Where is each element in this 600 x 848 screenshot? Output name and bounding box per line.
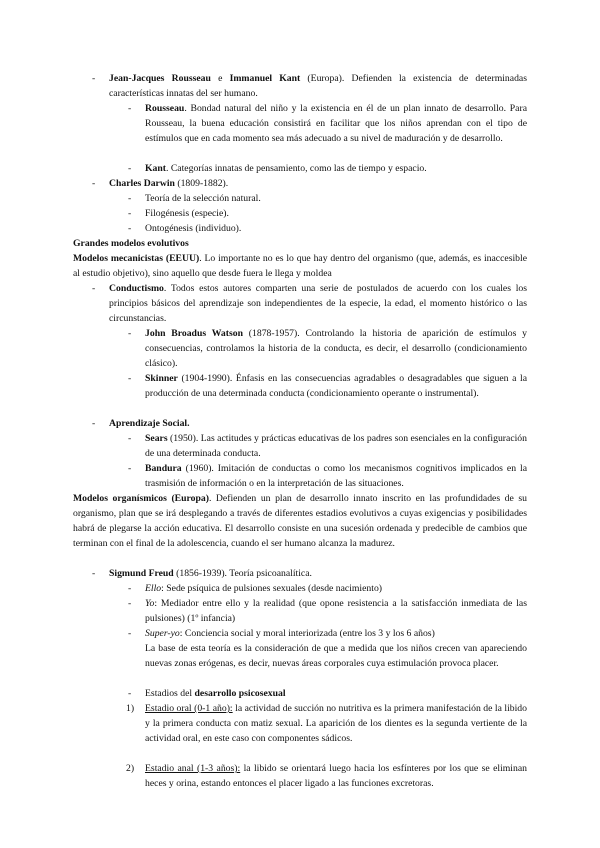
item-ello xyxy=(145,581,527,596)
item-watson xyxy=(145,326,527,371)
paragraph-base-teoria: La base de esta teoría es la consideración de que a medida que los niños crecen van apareciendo nuevas zonas erógenas, es decir, nuevas áreas corporales cuya estimulación provoca placer. xyxy=(145,643,527,670)
item-rousseau xyxy=(145,101,527,146)
list-number: 1) xyxy=(126,703,135,714)
text: : Mediador entre ello y la realidad (que opone resistencia a la satisfacción inmediata de las pulsiones) (1º infancia) xyxy=(145,598,527,625)
bullet-dash: - xyxy=(92,568,96,579)
item-sears xyxy=(145,431,527,461)
bullet-dash: - xyxy=(128,328,132,339)
bullet-dash: - xyxy=(128,688,132,699)
author-name: Jean-Jacques Rousseau xyxy=(109,73,211,84)
text: (1856-1939). Teoría psicoanalítica. xyxy=(173,568,312,579)
author-name: Skinner xyxy=(145,373,178,384)
item-conductismo xyxy=(109,281,527,326)
bullet-dash: - xyxy=(128,103,132,114)
item-skinner xyxy=(145,371,527,401)
bullet-dash: - xyxy=(128,628,132,639)
author-name: Charles Darwin xyxy=(109,178,175,189)
term-name: Yo xyxy=(145,598,155,609)
term-name: Conductismo xyxy=(109,283,164,294)
item-bandura xyxy=(145,461,527,491)
bullet-dash: - xyxy=(128,223,132,234)
author-name: John Broadus Watson xyxy=(145,328,243,339)
item-superyo xyxy=(145,626,527,641)
paragraph-mecanicistas xyxy=(73,251,527,281)
list-item: Teoría de la selección natural. xyxy=(145,193,261,204)
text: (1950). Las actitudes y prácticas educativas de los padres son esenciales en la configuración de una determinada conducta. xyxy=(145,433,527,460)
item-estadio-anal xyxy=(145,761,527,791)
bullet-dash: - xyxy=(92,178,96,189)
text: (1904-1990). Énfasis en las consecuencias agradables o desagradables que siguen a la producción de una determinada conducta (condicionamiento operante o instrumental). xyxy=(145,373,527,400)
text: la actividad de succión no nutritiva es la primera manifestación de la libido y la primera conducta con matiz sexual. La aparición de los dientes es la segunda vertiente de la actividad oral, en este caso con componentes sádicos. xyxy=(145,703,527,745)
bullet-dash: - xyxy=(128,373,132,384)
text: . Bondad natural del niño y la existencia en él de un plan innato de desarrollo. Para Rousseau, la buena educación consistirá en facilitar que los niños aprendan con el tipo de estímulos que en cada momento sea más adecuado a su nivel de maduración y de desarrollo. xyxy=(145,103,527,145)
item-darwin xyxy=(109,176,527,191)
term-name: desarrollo psicosexual xyxy=(194,688,286,699)
bullet-dash: - xyxy=(128,433,132,444)
author-name: Sigmund Freud xyxy=(109,568,174,579)
bullet-dash: - xyxy=(128,193,132,204)
bullet-dash: - xyxy=(128,583,132,594)
author-name: Sears xyxy=(145,433,168,444)
text: (1960). Imitación de conductas o como los mecanismos cognitivos implicados en la trasmisión de información o en la interpretación de las situaciones. xyxy=(145,463,527,490)
bullet-dash: - xyxy=(92,73,96,84)
item-freud xyxy=(109,566,527,581)
text: : Sede psíquica de pulsiones sexuales (desde nacimiento) xyxy=(161,583,383,594)
text: e xyxy=(210,73,230,84)
text: . Categorías innatas de pensamiento, como las de tiempo y espacio. xyxy=(166,163,427,174)
item-kant xyxy=(145,161,527,176)
text: . Lo importante no es lo que hay dentro del organismo (que, además, es inaccesible al estudio objetivo), sino aquello que desde fuera le llega y moldea xyxy=(73,253,527,280)
text: . Todos estos autores comparten una serie de postulados de acuerdo con los cuales los principios básicos del aprendizaje son independientes de la especie, la edad, el momento histórico o las circunstancias. xyxy=(109,283,527,325)
item-estadios xyxy=(145,686,527,701)
bullet-dash: - xyxy=(128,163,132,174)
bullet-dash: - xyxy=(128,208,132,219)
list-item: Filogénesis (especie). xyxy=(145,208,229,219)
bullet-dash: - xyxy=(128,598,132,609)
text: Estadios del xyxy=(145,688,195,699)
author-name: Immanuel Kant xyxy=(229,73,301,84)
text: (1809-1882). xyxy=(174,178,229,189)
item-rousseau-kant xyxy=(109,71,527,101)
text: la libido se orientará luego hacia los esfínteres por los que se eliminan heces y orina, estando entonces el placer ligado a las funciones excretoras. xyxy=(145,763,527,790)
item-aprendizaje-social: Aprendizaje Social. xyxy=(109,418,190,429)
stage-name: Estadio oral (0-1 año): xyxy=(145,703,233,714)
author-name: Rousseau xyxy=(145,103,185,114)
stage-name: Estadio anal (1-3 años): xyxy=(145,763,241,774)
author-name: Bandura xyxy=(145,463,182,474)
text: . Defienden un plan de desarrollo innato inscrito en las profundidades de su organismo, plan que se irá desplegando a través de diferentes estadios evolutivos a cuyas exigencias y posibilidades habrá de plegarse la acción educativa. El desarrollo consiste en una sucesión ordenada y predecible de cambios que terminan con el final de la adolescencia, cuando el ser humano alcanza la madurez. xyxy=(73,493,527,550)
bullet-dash: - xyxy=(92,283,96,294)
term-name: Super-yo xyxy=(145,628,180,639)
text: (1878-1957). Controlando la historia de aparición de estímulos y consecuencias, controlamos la historia de la conducta, es decir, el desarrollo (condicionamiento clásico). xyxy=(145,328,527,370)
text: (Europa). Defienden la existencia de determinadas características innatas del ser humano. xyxy=(109,73,527,100)
item-estadio-oral xyxy=(145,701,527,746)
list-item: Ontogénesis (individuo). xyxy=(145,223,242,234)
list-number: 2) xyxy=(126,763,135,774)
term-name: Ello xyxy=(145,583,162,594)
paragraph-organismicos xyxy=(73,491,527,551)
text: : Conciencia social y moral interiorizada (entre los 3 y los 6 años) xyxy=(179,628,435,639)
author-name: Kant xyxy=(145,163,166,174)
bullet-dash: - xyxy=(128,463,132,474)
bullet-dash: - xyxy=(92,418,96,429)
model-name: Modelos mecanicistas (EEUU) xyxy=(73,253,200,264)
section-heading: Grandes modelos evolutivos xyxy=(73,238,189,249)
model-name: Modelos organísmicos (Europa) xyxy=(73,493,209,504)
item-yo xyxy=(145,596,527,626)
